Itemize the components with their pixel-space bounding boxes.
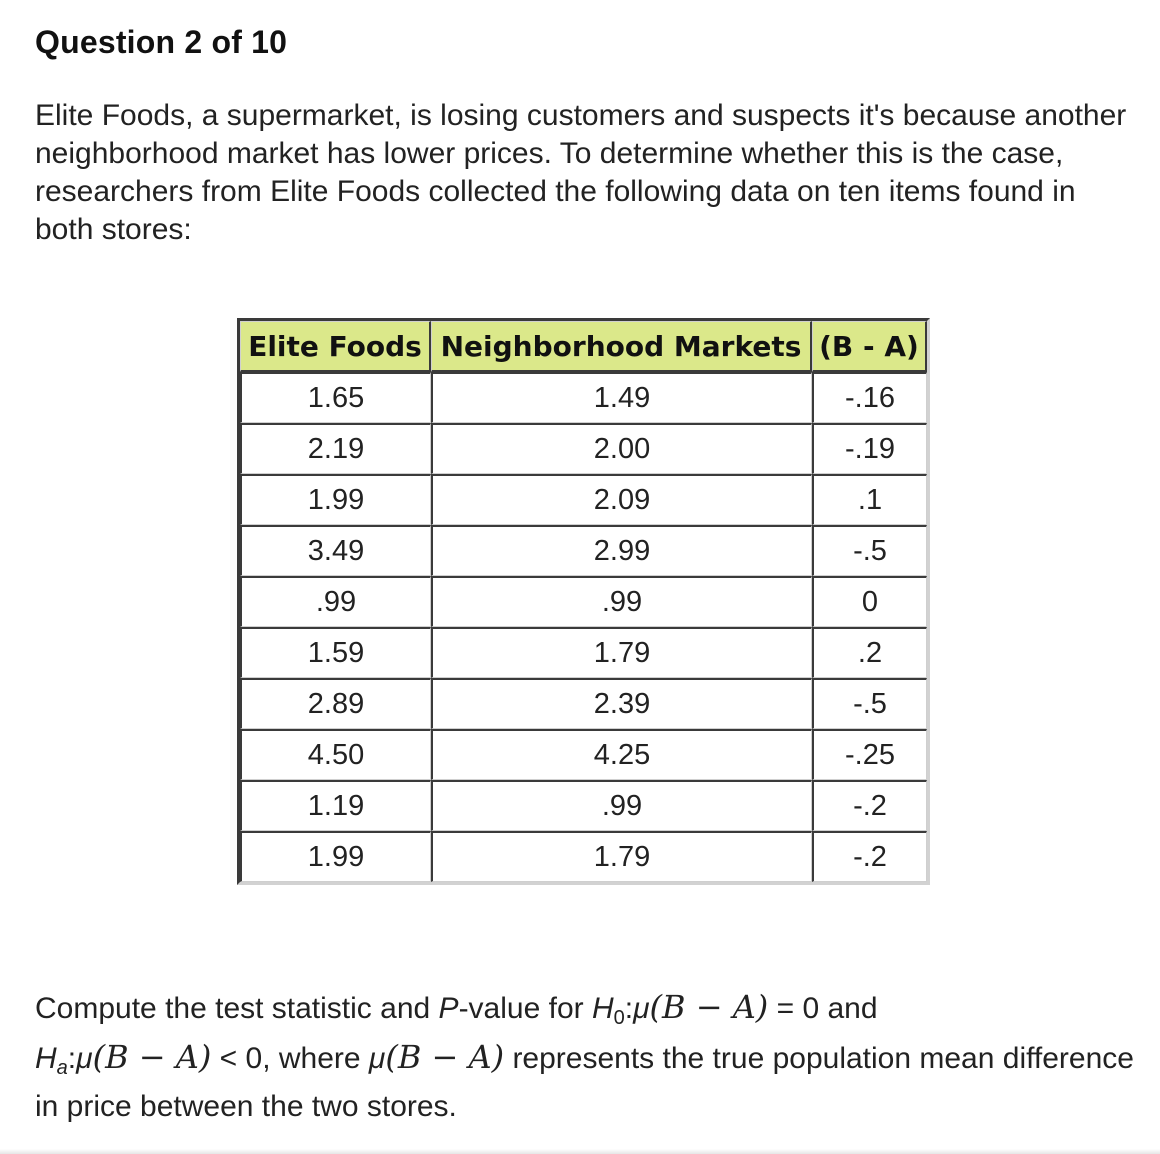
neighborhood-price-cell: 1.79: [431, 831, 812, 882]
table-row: [240, 729, 927, 780]
difference-cell: -.5: [812, 678, 927, 729]
bottom-divider: [0, 1149, 1160, 1154]
neighborhood-price-cell: 1.49: [431, 372, 812, 423]
header-elite-foods: Elite Foods: [240, 321, 431, 372]
prompt-text: Compute the test statistic and: [35, 992, 439, 1025]
elite-price-cell: 1.65: [240, 372, 431, 423]
difference-cell: -.19: [812, 423, 927, 474]
price-table-container: [237, 318, 930, 885]
prompt-text: = 0 and: [768, 992, 878, 1025]
difference-cell: .1: [812, 474, 927, 525]
null-hypothesis: $H_0:\mu(B - A)$: [591, 988, 769, 1029]
prompt-text: < 0, where: [211, 1042, 369, 1075]
difference-cell: -.5: [812, 525, 927, 576]
null-subscript: 0: [613, 1007, 625, 1029]
question-intro: Elite Foods, a supermarket, is losing customers and suspects it's because another neighborhood market has lower prices. To determine whether this is the case, researchers from Elite Foods collected the following data on ten items found in both stores:: [35, 99, 1127, 246]
neighborhood-price-cell: 2.09: [431, 474, 812, 525]
difference-expression: (B − A): [385, 1038, 505, 1076]
alt-subscript: a: [56, 1057, 68, 1079]
table-row: [240, 627, 927, 678]
table-row: [240, 678, 927, 729]
hypothesis-letter: H: [591, 992, 614, 1025]
prompt-text: -value for: [458, 992, 592, 1025]
elite-price-cell: .99: [240, 576, 431, 627]
table-row: [240, 576, 927, 627]
p-value-letter: P: [438, 992, 459, 1025]
header-neighborhood-markets: Neighborhood Markets: [431, 321, 812, 372]
mu-symbol: μ: [368, 1042, 386, 1075]
elite-price-cell: 2.19: [240, 423, 431, 474]
mu-symbol: μ: [633, 992, 650, 1025]
elite-price-cell: 1.99: [240, 831, 431, 882]
difference-expression: (B − A): [649, 988, 769, 1026]
price-table: [237, 318, 930, 885]
elite-price-cell: 1.19: [240, 780, 431, 831]
table-row: [240, 474, 927, 525]
neighborhood-price-cell: 4.25: [431, 729, 812, 780]
elite-price-cell: 2.89: [240, 678, 431, 729]
elite-price-cell: 1.59: [240, 627, 431, 678]
table-row: [240, 423, 927, 474]
difference-expression: (B − A): [92, 1038, 212, 1076]
table-header-row: [240, 321, 927, 372]
elite-price-cell: 1.99: [240, 474, 431, 525]
neighborhood-price-cell: .99: [431, 780, 812, 831]
neighborhood-price-cell: 2.00: [431, 423, 812, 474]
difference-cell: -.2: [812, 831, 927, 882]
question-number: Question 2 of 10: [35, 24, 288, 60]
table-row: [240, 831, 927, 882]
difference-cell: .2: [812, 627, 927, 678]
header-difference: (B - A): [812, 321, 927, 372]
difference-cell: -.25: [812, 729, 927, 780]
neighborhood-price-cell: .99: [431, 576, 812, 627]
elite-price-cell: 4.50: [240, 729, 431, 780]
difference-cell: -.2: [812, 780, 927, 831]
elite-price-cell: 3.49: [240, 525, 431, 576]
table-row: [240, 525, 927, 576]
question-prompt: [35, 983, 1135, 1131]
difference-cell: -.16: [812, 372, 927, 423]
alt-hypothesis: $H_a:\mu(B - A)$: [35, 1038, 212, 1079]
difference-cell: 0: [812, 576, 927, 627]
neighborhood-price-cell: 1.79: [431, 627, 812, 678]
mu-symbol: μ: [76, 1042, 93, 1075]
neighborhood-price-cell: 2.39: [431, 678, 812, 729]
neighborhood-price-cell: 2.99: [431, 525, 812, 576]
prompt-text: represents the true population mean difference in price between the two stores.: [35, 1042, 1134, 1123]
hypothesis-letter: H: [35, 1042, 57, 1075]
table-row: [240, 372, 927, 423]
table-row: [240, 780, 927, 831]
